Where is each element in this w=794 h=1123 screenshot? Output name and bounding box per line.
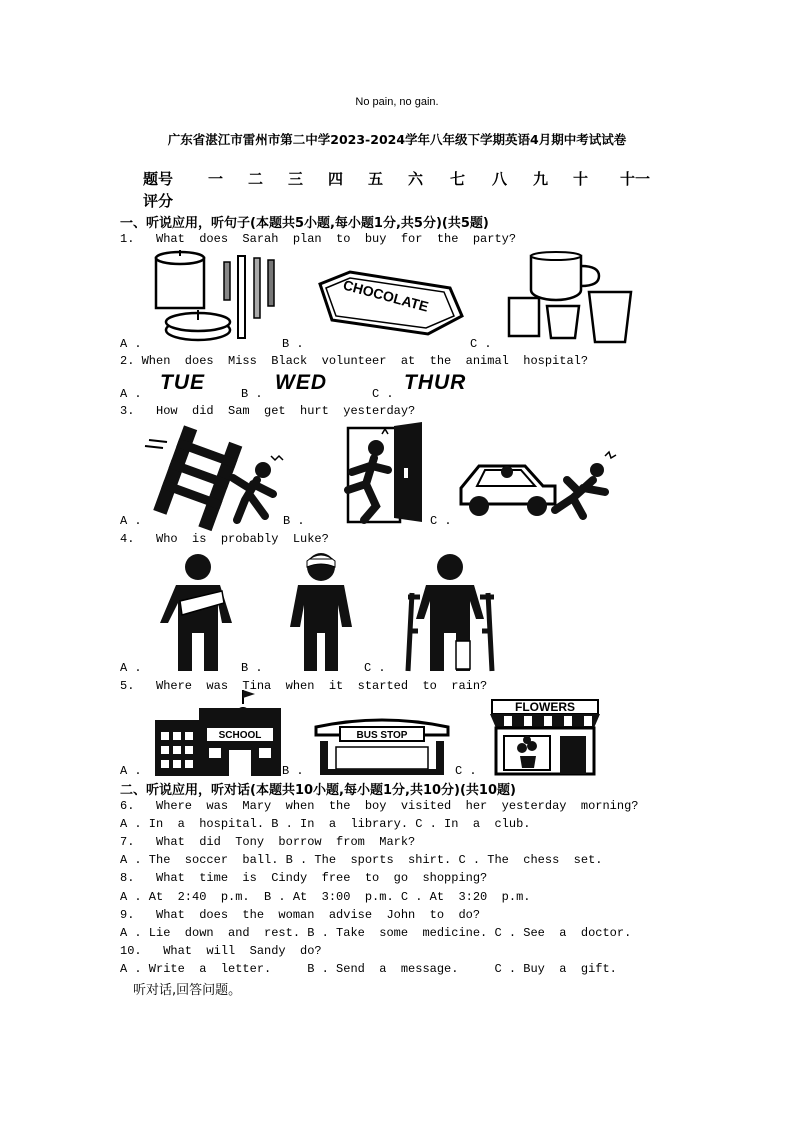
question-9: 9. What does the woman advise John to do? bbox=[120, 908, 481, 922]
school-picture bbox=[155, 690, 280, 776]
score-col: 六 bbox=[408, 170, 424, 188]
question-2: 2. When does Miss Black volunteer at the animal hospital? bbox=[120, 354, 589, 368]
school-sign: SCHOOL bbox=[218, 730, 262, 741]
q3-option-b[interactable]: B . bbox=[283, 514, 305, 528]
bus-stop-picture bbox=[312, 717, 452, 775]
q5-option-a[interactable]: A . bbox=[120, 764, 142, 778]
q1-option-a[interactable]: A . bbox=[120, 337, 142, 351]
chocolate-picture bbox=[310, 268, 470, 340]
part2-footer: 听对话,回答问题。 bbox=[133, 983, 242, 998]
car-hit-picture bbox=[455, 452, 617, 524]
score-col: 七 bbox=[450, 170, 466, 188]
question-10: 10. What will Sandy do? bbox=[120, 944, 322, 958]
question-1: 1. What does Sarah plan to buy for the party? bbox=[120, 232, 517, 246]
score-col: 一 bbox=[208, 170, 224, 188]
q2-option-c[interactable]: C . bbox=[372, 387, 394, 401]
question-6: 6. Where was Mary when the boy visited her yesterday morning? bbox=[120, 799, 639, 813]
question-7: 7. What did Tony borrow from Mark? bbox=[120, 835, 416, 849]
day-wed: WED bbox=[275, 371, 327, 394]
q5-option-b[interactable]: B . bbox=[282, 764, 304, 778]
flower-shop-picture bbox=[488, 700, 603, 775]
question-4: 4. Who is probably Luke? bbox=[120, 532, 329, 546]
ladder-fall-picture bbox=[145, 428, 285, 523]
day-tue: TUE bbox=[160, 371, 205, 394]
q4-option-a[interactable]: A . bbox=[120, 661, 142, 675]
door-hit-picture bbox=[318, 422, 428, 524]
part2-heading: 二、听说应用，听对话(本题共10小题,每小题1分,共10分)(共10题) bbox=[120, 783, 516, 798]
question-9-options[interactable]: A . Lie down and rest. B . Take some medicine. C . See a doctor. bbox=[120, 926, 632, 940]
q3-option-a[interactable]: A . bbox=[120, 514, 142, 528]
q3-option-c[interactable]: C . bbox=[430, 514, 452, 528]
score-col: 八 bbox=[492, 170, 508, 188]
q1-option-c[interactable]: C . bbox=[470, 337, 492, 351]
score-table-header: 题号 bbox=[143, 170, 174, 188]
crutches-picture bbox=[398, 553, 502, 671]
page-motto: No pain, no gain. bbox=[355, 96, 439, 108]
question-8-options[interactable]: A . At 2:40 p.m. B . At 3:00 p.m. C . At 3:20 p.m. bbox=[120, 890, 531, 904]
q2-option-b[interactable]: B . bbox=[241, 387, 263, 401]
exam-title: 广东省湛江市雷州市第二中学2023-2024学年八年级下学期英语4月期中考试试卷 bbox=[167, 132, 627, 147]
q1-option-b[interactable]: B . bbox=[282, 337, 304, 351]
arm-sling-picture bbox=[156, 553, 240, 671]
flowers-sign: FLOWERS bbox=[515, 700, 575, 714]
candles-picture bbox=[150, 250, 285, 345]
score-col: 九 bbox=[533, 170, 549, 188]
q2-option-a[interactable]: A . bbox=[120, 387, 142, 401]
cups-picture bbox=[505, 250, 635, 345]
score-col: 三 bbox=[288, 170, 304, 188]
score-table-header-row bbox=[0, 168, 794, 188]
q4-option-b[interactable]: B . bbox=[241, 661, 263, 675]
bus-stop-sign: BUS STOP bbox=[356, 730, 408, 741]
question-8: 8. What time is Cindy free to go shopping? bbox=[120, 871, 488, 885]
score-col: 五 bbox=[368, 170, 384, 188]
question-6-options[interactable]: A . In a hospital. B . In a library. C . In a club. bbox=[120, 817, 531, 831]
question-5: 5. Where was Tina when it started to rain? bbox=[120, 679, 488, 693]
question-3: 3. How did Sam get hurt yesterday? bbox=[120, 404, 416, 418]
q5-option-c[interactable]: C . bbox=[455, 764, 477, 778]
question-7-options[interactable]: A . The soccer ball. B . The sports shirt. C . The chess set. bbox=[120, 853, 603, 867]
score-col: 十 bbox=[573, 170, 589, 188]
score-col: 二 bbox=[248, 170, 264, 188]
score-label: 评分 bbox=[143, 192, 174, 210]
score-col: 十一 bbox=[620, 170, 651, 188]
day-thur: THUR bbox=[404, 371, 467, 394]
score-col: 四 bbox=[328, 170, 344, 188]
q4-option-c[interactable]: C . bbox=[364, 661, 386, 675]
question-10-options[interactable]: A . Write a letter. B . Send a message. C . Buy a gift. bbox=[120, 962, 617, 976]
head-bandage-picture bbox=[284, 551, 358, 671]
svg-text:CHOCOLATE: CHOCOLATE bbox=[341, 276, 431, 315]
part1-heading: 一、听说应用，听句子(本题共5小题,每小题1分,共5分)(共5题) bbox=[120, 216, 489, 231]
